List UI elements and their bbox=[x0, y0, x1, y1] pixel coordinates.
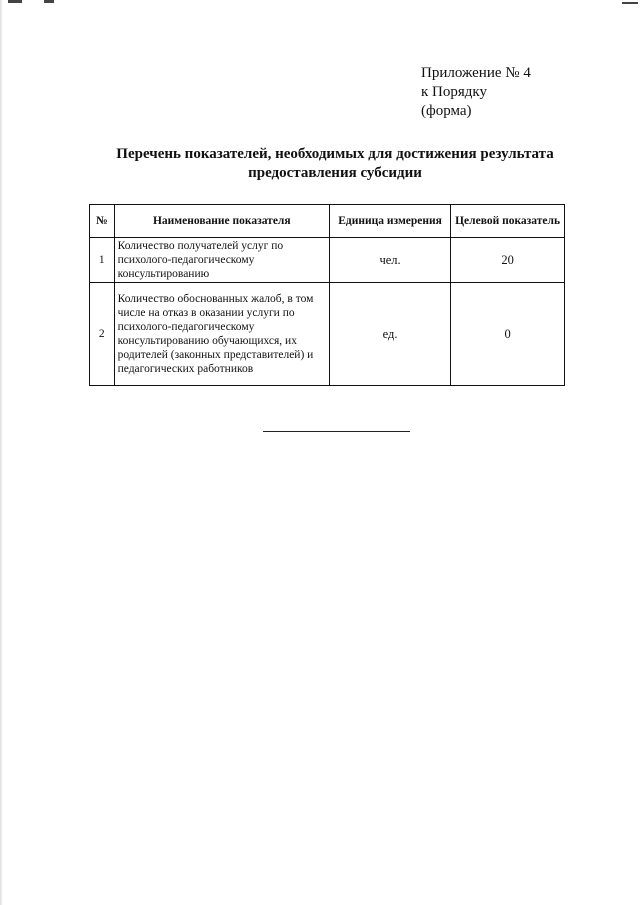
row-number: 1 bbox=[90, 238, 115, 283]
appendix-note bbox=[421, 64, 531, 121]
scan-mark bbox=[44, 0, 54, 3]
target-value: 0 bbox=[451, 283, 565, 386]
document-title bbox=[90, 145, 580, 183]
header-number: № bbox=[90, 205, 115, 238]
unit-value: чел. bbox=[330, 238, 451, 283]
appendix-number: Приложение № 4 bbox=[421, 65, 531, 81]
table-row bbox=[90, 283, 565, 386]
appendix-reference: к Порядку bbox=[421, 84, 487, 100]
document-title-line-2: предоставления субсидии bbox=[248, 165, 422, 181]
scan-mark bbox=[8, 0, 22, 3]
table-header-row bbox=[90, 205, 565, 238]
row-number: 2 bbox=[90, 283, 115, 386]
indicators-table bbox=[89, 204, 565, 386]
table-row bbox=[90, 238, 565, 283]
document-title-line-1: Перечень показателей, необходимых для достижения результата bbox=[116, 146, 554, 162]
header-indicator-name: Наименование показателя bbox=[114, 205, 329, 238]
unit-value: ед. bbox=[330, 283, 451, 386]
scan-edge bbox=[0, 0, 3, 905]
header-unit: Единица измерения bbox=[330, 205, 451, 238]
indicator-name: Количество обоснованных жалоб, в том числе на отказ в оказании услуги по психолого-педагогическому консультированию обучающихся, их родителей (законных представителей) и педагогических работников bbox=[114, 283, 329, 386]
scan-mark bbox=[622, 2, 638, 4]
end-of-document-divider bbox=[263, 431, 410, 432]
indicator-name: Количество получателей услуг по психолого-педагогическому консультированию bbox=[114, 238, 329, 283]
target-value: 20 bbox=[451, 238, 565, 283]
header-target-value: Целевой показатель bbox=[451, 205, 565, 238]
appendix-form-label: (форма) bbox=[421, 103, 472, 119]
